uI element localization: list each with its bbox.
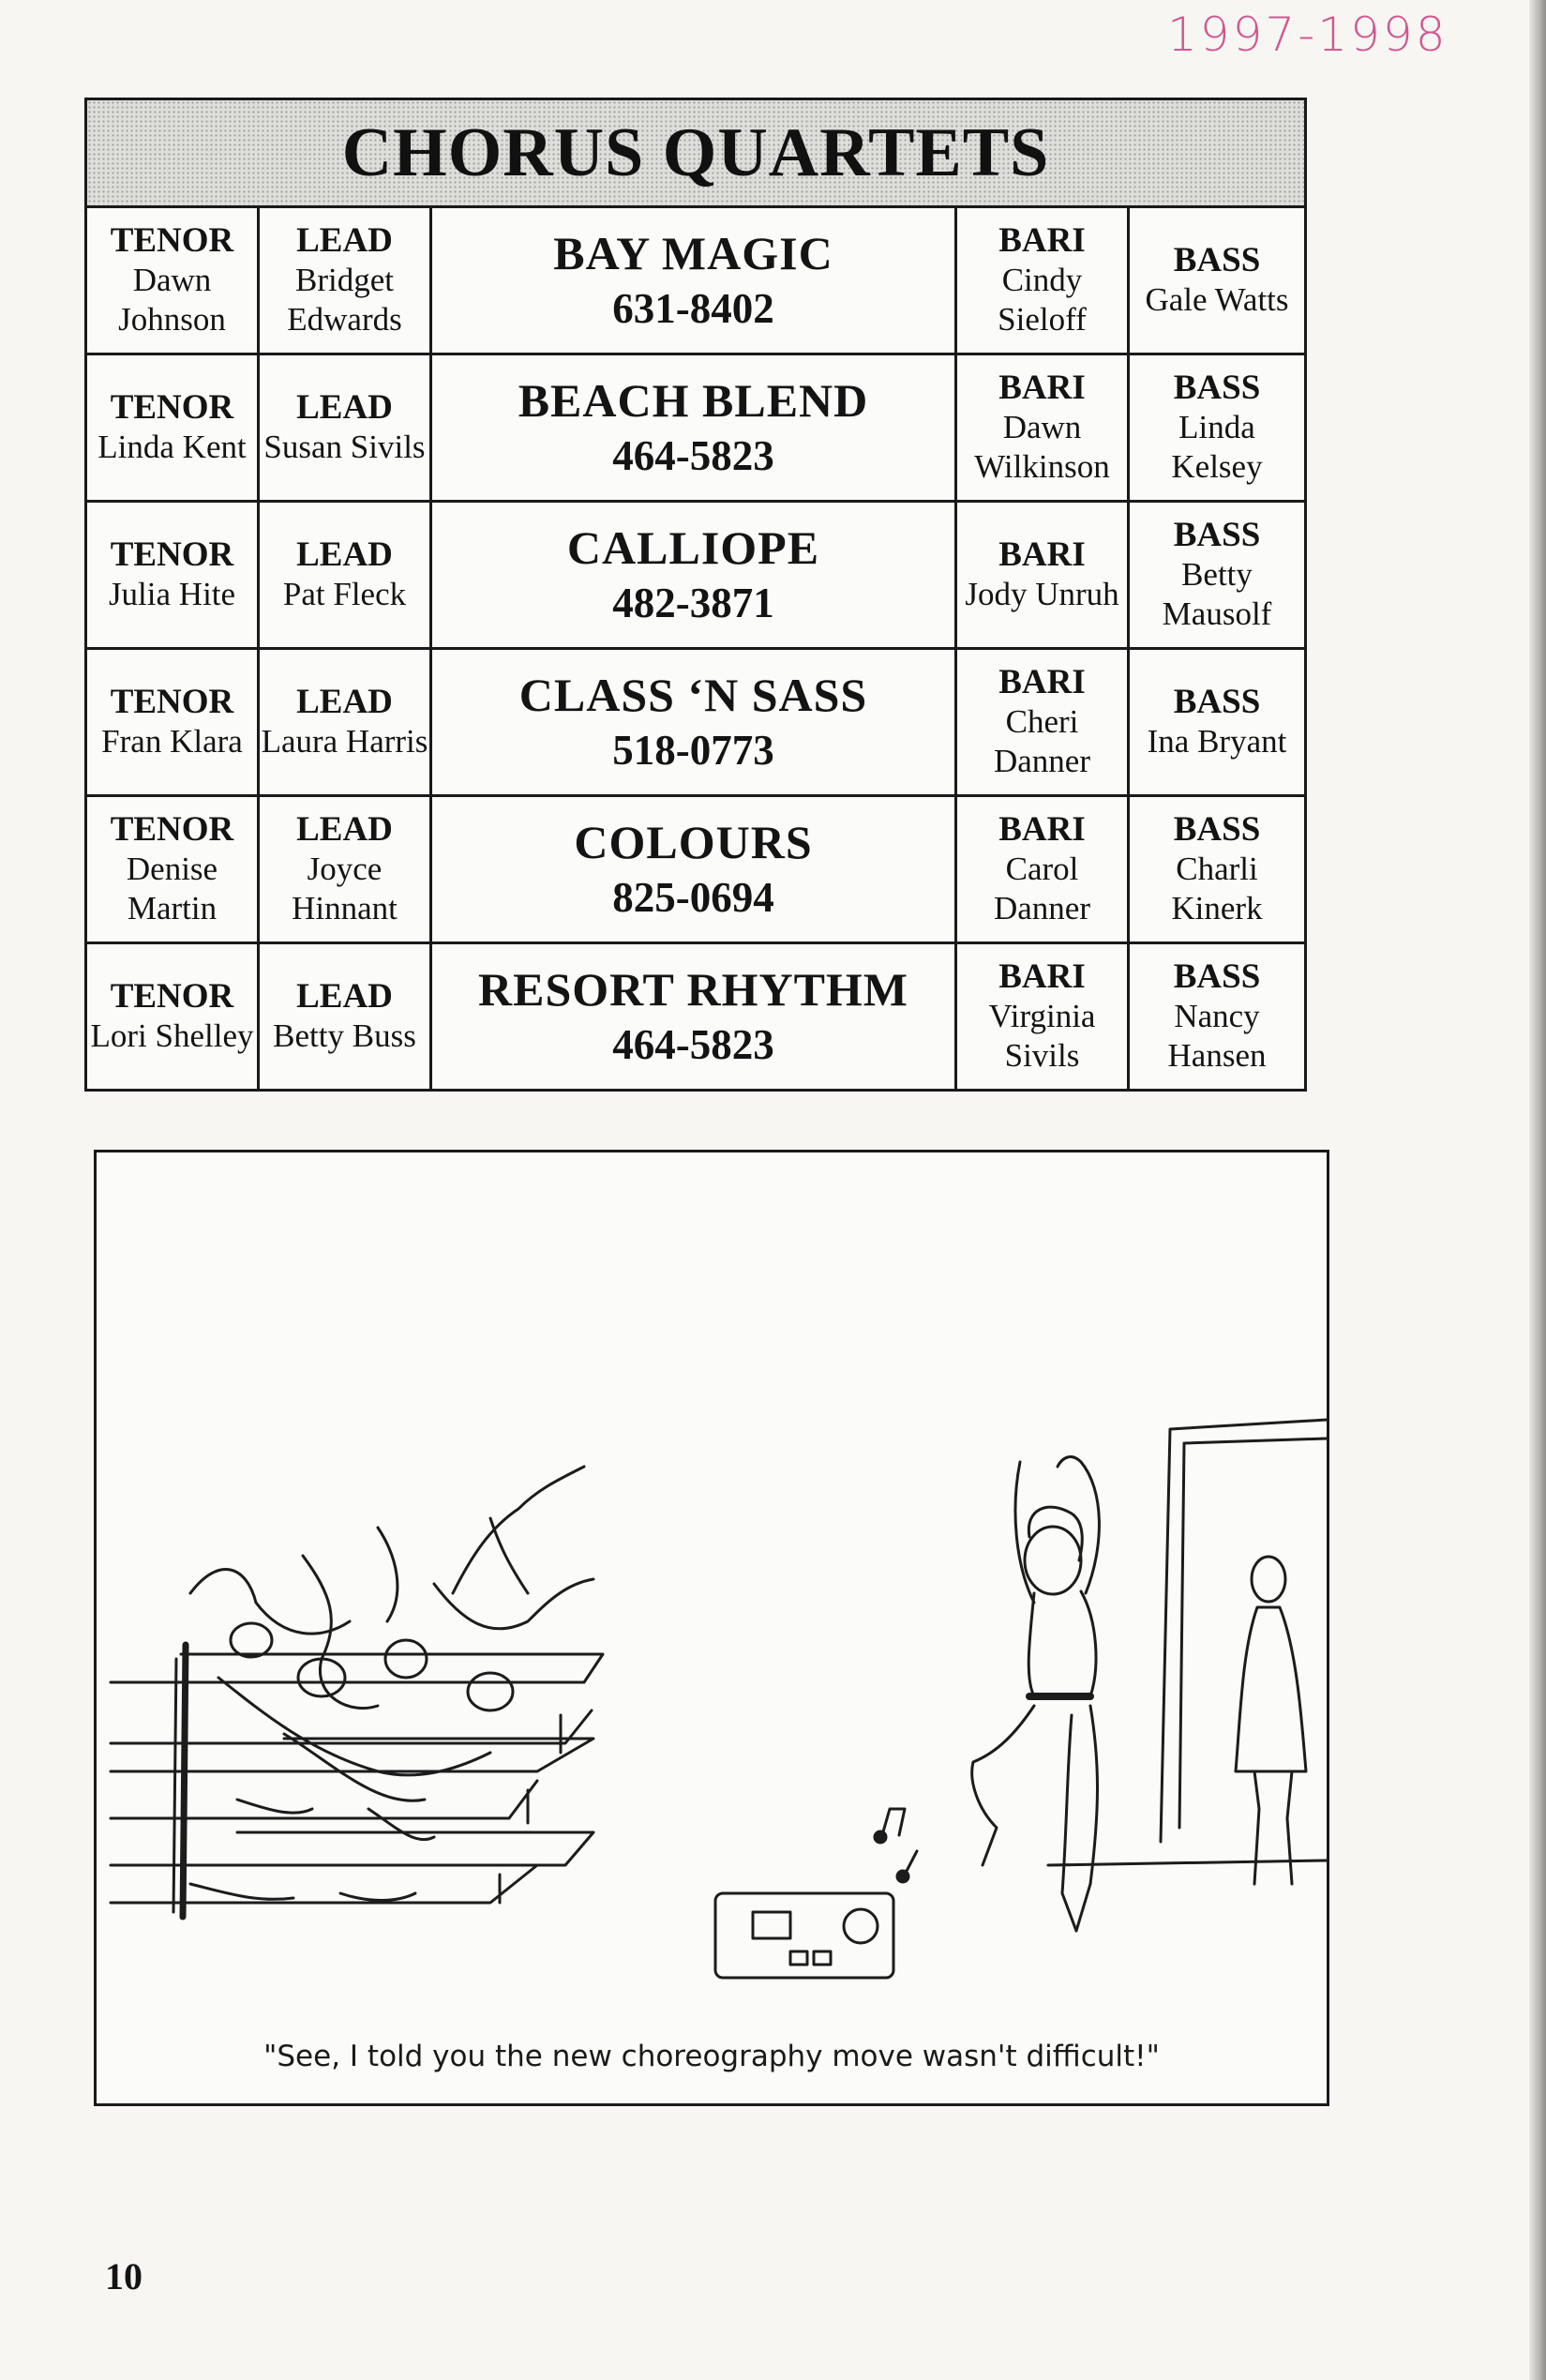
tenor-cell xyxy=(87,208,260,353)
lead-label: LEAD xyxy=(296,388,393,427)
bari-name: Virginia Sivils xyxy=(988,998,1096,1074)
quartet-name-cell xyxy=(432,503,957,647)
lead-cell xyxy=(260,355,432,500)
tenor-cell xyxy=(87,944,260,1089)
radio-with-music-notes xyxy=(715,1809,917,1978)
quartet-phone: 631-8402 xyxy=(612,285,774,332)
lead-name: Laura Harris xyxy=(261,723,428,760)
tenor-name: Julia Hite xyxy=(108,576,236,612)
tenor-label: TENOR xyxy=(110,221,234,260)
tenor-label: TENOR xyxy=(110,810,234,849)
bari-cell xyxy=(957,355,1130,500)
tenor-label: TENOR xyxy=(110,977,234,1016)
bass-name: Nancy Hansen xyxy=(1167,998,1267,1074)
quartet-name: RESORT RHYTHM xyxy=(478,963,908,1016)
lead-label: LEAD xyxy=(296,221,393,260)
quartet-name: COLOURS xyxy=(574,816,813,868)
lead-label: LEAD xyxy=(296,810,393,849)
bari-label: BARI xyxy=(998,221,1086,260)
quartet-row xyxy=(87,208,1304,355)
chorus-quartets-table xyxy=(84,98,1307,1092)
bass-label: BASS xyxy=(1173,369,1261,407)
bass-name: Charli Kinerk xyxy=(1171,851,1263,926)
tenor-cell xyxy=(87,503,260,647)
lead-cell xyxy=(260,208,432,353)
tenor-name: Denise Martin xyxy=(126,851,218,926)
quartet-name: CALLIOPE xyxy=(566,521,820,574)
tenor-label: TENOR xyxy=(110,683,234,721)
bass-name: Betty Mausolf xyxy=(1162,556,1272,632)
cartoon-panel xyxy=(94,1150,1329,2106)
dancing-woman xyxy=(972,1457,1100,1931)
lead-name: Pat Fleck xyxy=(282,576,407,612)
bari-name: Dawn Wilkinson xyxy=(974,409,1110,485)
tenor-name: Linda Kent xyxy=(98,429,247,465)
bass-label: BASS xyxy=(1173,241,1261,279)
lead-name: Susan Sivils xyxy=(263,429,426,465)
bass-label: BASS xyxy=(1173,683,1261,721)
bari-name: Cheri Danner xyxy=(993,703,1090,779)
bari-cell xyxy=(957,503,1130,647)
doorway-with-onlooker xyxy=(1048,1420,1327,1884)
bari-name: Jody Unruh xyxy=(965,576,1119,612)
quartet-name: BEACH BLEND xyxy=(518,374,869,427)
quartet-name-cell xyxy=(432,797,957,941)
quartet-phone: 482-3871 xyxy=(612,580,774,626)
bari-label: BARI xyxy=(998,535,1086,574)
quartet-name-cell xyxy=(432,355,957,500)
bari-cell xyxy=(957,650,1130,794)
bari-label: BARI xyxy=(998,957,1086,996)
lead-label: LEAD xyxy=(296,977,393,1016)
tenor-name: Dawn Johnson xyxy=(118,262,226,338)
bass-cell xyxy=(1130,208,1304,353)
tenor-cell xyxy=(87,355,260,500)
tenor-label: TENOR xyxy=(110,535,234,574)
bari-label: BARI xyxy=(998,663,1086,701)
bari-label: BARI xyxy=(998,810,1086,849)
bari-name: Carol Danner xyxy=(993,851,1090,926)
table-header xyxy=(87,100,1304,208)
bari-cell xyxy=(957,797,1130,941)
quartet-phone: 825-0694 xyxy=(612,874,774,921)
book-binding-edge xyxy=(1529,0,1546,2380)
bass-cell xyxy=(1130,355,1304,500)
bari-label: BARI xyxy=(998,369,1086,407)
lead-name: Bridget Edwards xyxy=(287,262,402,338)
lead-cell xyxy=(260,797,432,941)
bass-label: BASS xyxy=(1173,810,1261,849)
lead-cell xyxy=(260,503,432,647)
quartet-phone: 464-5823 xyxy=(612,1021,774,1068)
bass-cell xyxy=(1130,503,1304,647)
quartet-row xyxy=(87,650,1304,797)
quartet-name-cell xyxy=(432,650,957,794)
lead-name: Betty Buss xyxy=(273,1017,416,1054)
quartet-name-cell xyxy=(432,208,957,353)
bari-cell xyxy=(957,208,1130,353)
lead-label: LEAD xyxy=(296,683,393,721)
lead-name: Joyce Hinnant xyxy=(292,851,398,926)
bass-name: Linda Kelsey xyxy=(1171,409,1263,485)
tenor-name: Fran Klara xyxy=(101,723,243,760)
cartoon-illustration xyxy=(97,1152,1327,2103)
lead-cell xyxy=(260,650,432,794)
tenor-name: Lori Shelley xyxy=(90,1017,254,1054)
tenor-cell xyxy=(87,797,260,941)
bass-label: BASS xyxy=(1173,516,1261,554)
page-number: 10 xyxy=(105,2255,143,2297)
bass-cell xyxy=(1130,797,1304,941)
cartoon-caption: "See, I told you the new choreography move wasn't difficult!" xyxy=(263,2040,1160,2073)
bass-name: Gale Watts xyxy=(1145,281,1289,318)
bass-name: Ina Bryant xyxy=(1147,723,1287,760)
quartet-row xyxy=(87,355,1304,503)
bass-label: BASS xyxy=(1173,957,1261,996)
tenor-cell xyxy=(87,650,260,794)
quartet-row xyxy=(87,503,1304,650)
quartet-phone: 518-0773 xyxy=(612,727,774,774)
table-body xyxy=(87,208,1304,1089)
bass-cell xyxy=(1130,650,1304,794)
quartet-row xyxy=(87,797,1304,944)
table-title: CHORUS QUARTETS xyxy=(341,113,1050,191)
bari-name: Cindy Sieloff xyxy=(998,262,1087,338)
handwritten-year-note: 1997-1998 xyxy=(1167,8,1448,62)
bass-cell xyxy=(1130,944,1304,1089)
quartet-name: CLASS ‘N SASS xyxy=(518,669,868,721)
lead-label: LEAD xyxy=(296,535,393,574)
tenor-label: TENOR xyxy=(110,388,234,427)
bari-cell xyxy=(957,944,1130,1089)
quartet-name-cell xyxy=(432,944,957,1089)
quartet-row xyxy=(87,944,1304,1089)
quartet-name: BAY MAGIC xyxy=(553,227,833,279)
lead-cell xyxy=(260,944,432,1089)
quartet-phone: 464-5823 xyxy=(612,432,774,479)
